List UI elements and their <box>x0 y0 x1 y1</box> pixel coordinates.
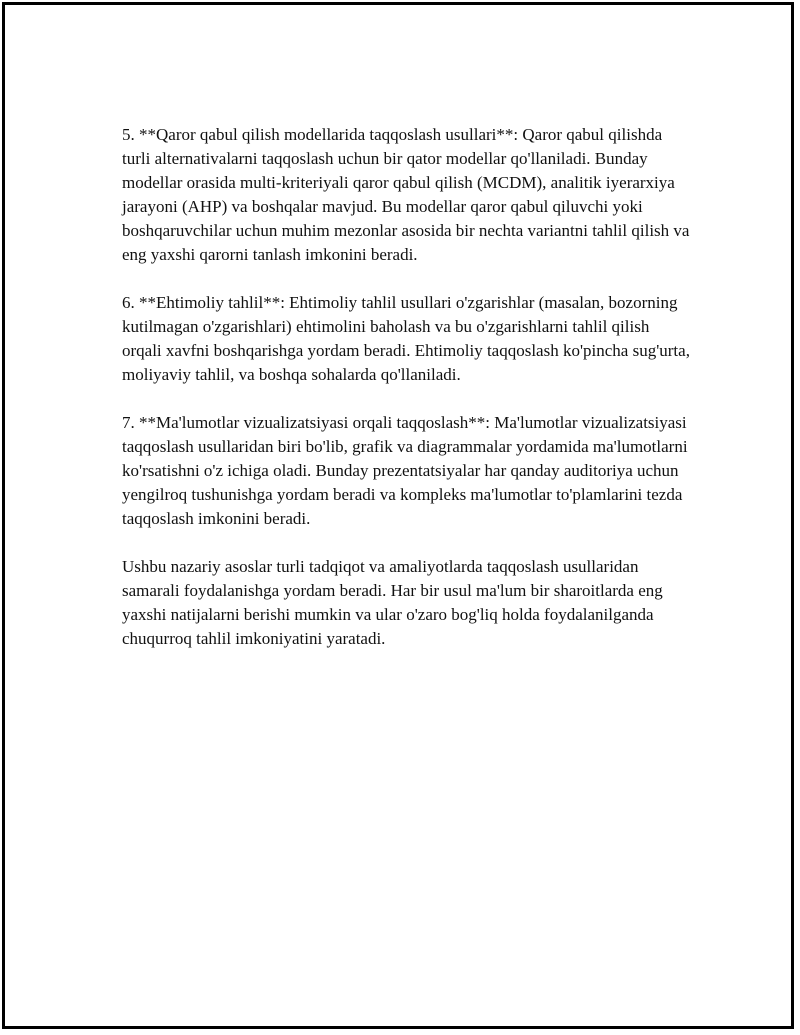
paragraph-7-data-visualization: 7. **Ma'lumotlar vizualizatsiyasi orqali taqqoslash**: Ma'lumotlar vizualizatsiyasi taqqoslash usullaridan biri bo'lib, grafik va diagrammalar yordamida ma'lumotlarni ko'rsatishni o'z ichiga oladi. Bunday prezentatsiyalar har qanday auditoriya uchun yengilroq tushunishga yordam beradi va kompleks ma'lumotlar to'plamlarini tezda taqqoslash imkonini beradi. <box>122 413 688 528</box>
paragraph-conclusion: Ushbu nazariy asoslar turli tadqiqot va amaliyotlarda taqqoslash usullaridan samarali foydalanishga yordam beradi. Har bir usul ma'lum bir sharoitlarda eng yaxshi natijalarni berishi mumkin va ular o'zaro bog'liq holda foydalanilganda chuqurroq tahlil imkoniyatini yaratadi. <box>122 557 663 648</box>
paragraph-5-decision-models: 5. **Qaror qabul qilish modellarida taqqoslash usullari**: Qaror qabul qilishda turli alternativalarni taqqoslash uchun bir qator modellar qo'llaniladi. Bunday modellar orasida multi-kriteriyali qaror qabul qilish (MCDM), analitik iyerarxiya jarayoni (AHP) va boshqalar mavjud. Bu modellar qaror qabul qiluvchi yoki boshqaruvchilar uchun muhim mezonlar asosida bir nechta variantni tahlil qilish va eng yaxshi qarorni tanlash imkonini beradi. <box>122 125 690 264</box>
paragraph-6-probabilistic-analysis: 6. **Ehtimoliy tahlil**: Ehtimoliy tahlil usullari o'zgarishlar (masalan, bozorning kutilmagan o'zgarishlari) ehtimolini baholash va bu o'zgarishlarni tahlil qilish orqali xavfni boshqarishga yordam beradi. Ehtimoliy taqqoslash ko'pincha sug'urta, moliyaviy tahlil, va boshqa sohalarda qo'llaniladi. <box>122 293 690 384</box>
document-body <box>122 123 692 675</box>
page-frame <box>2 2 794 1029</box>
